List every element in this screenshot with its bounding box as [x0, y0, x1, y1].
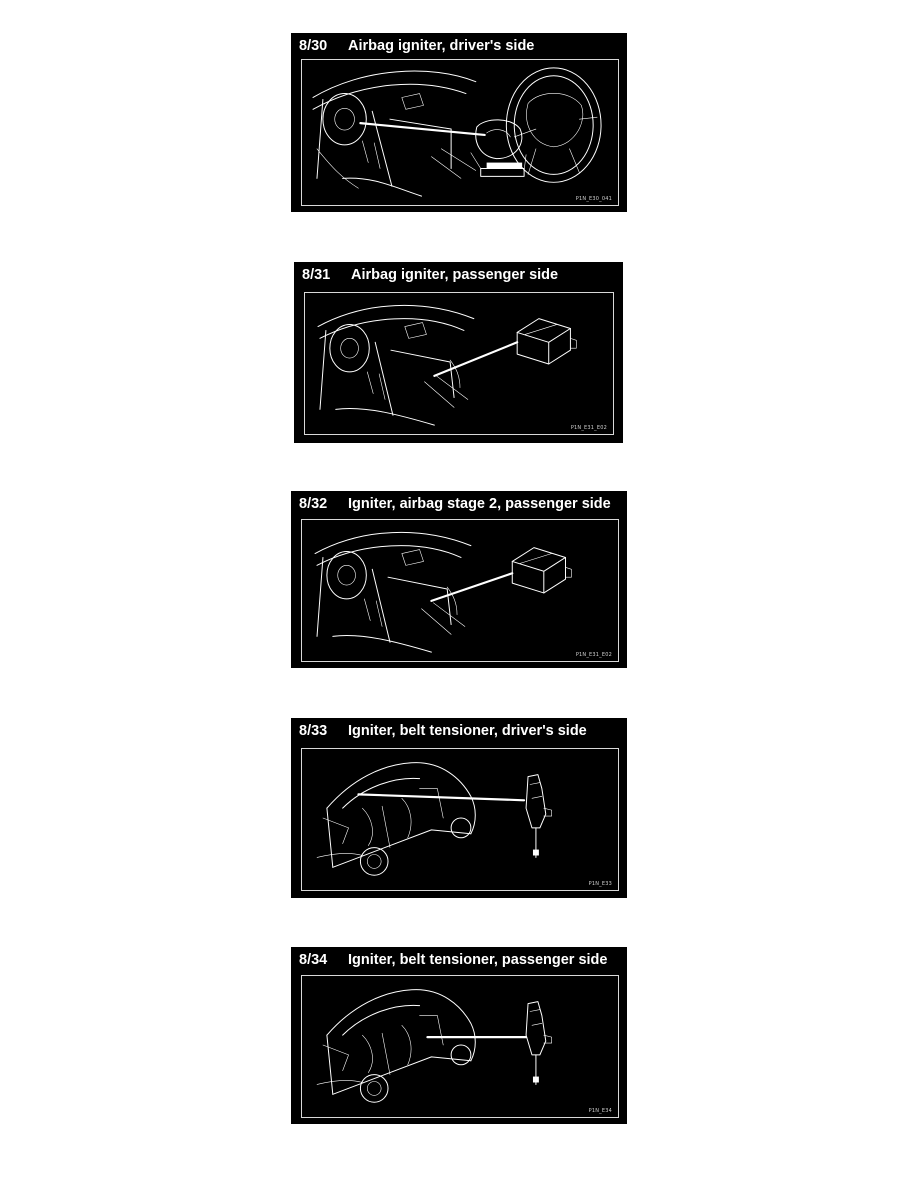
dashboard-driver-airbag-illustration: [302, 60, 618, 205]
dashboard-passenger-airbag-stage2-illustration: [302, 520, 618, 661]
car-driver-belt-tensioner-illustration: [302, 749, 618, 890]
illustration-frame: [301, 975, 619, 1118]
figure-header: [294, 262, 623, 288]
figure-code: P1N_E31_E02: [575, 652, 612, 658]
figure-number: 8/31: [302, 267, 331, 283]
car-passenger-belt-tensioner-illustration: [302, 976, 618, 1117]
figure-number: 8/34: [299, 952, 328, 968]
illustration-frame: [301, 519, 619, 662]
figure-title: Airbag igniter, driver's side: [348, 38, 535, 54]
figure-card-8-30: [291, 33, 627, 212]
figure-title: Airbag igniter, passenger side: [351, 267, 559, 283]
figure-card-8-32: [291, 491, 627, 668]
figure-number: 8/32: [299, 496, 328, 512]
figure-header: [291, 491, 627, 517]
figure-code: P1N_E31_E02: [570, 425, 607, 431]
figure-title: Igniter, airbag stage 2, passenger side: [348, 496, 611, 512]
figure-header: [291, 33, 627, 59]
figure-code: P1N_E30_041: [575, 196, 612, 202]
figure-number: 8/33: [299, 723, 328, 739]
figure-card-8-31: [294, 262, 623, 443]
figure-card-8-34: [291, 947, 627, 1124]
illustration-frame: [301, 748, 619, 891]
figure-number: 8/30: [299, 38, 328, 54]
figure-header: [291, 718, 627, 744]
dashboard-passenger-airbag-illustration: [305, 293, 613, 434]
figure-code: P1N_E33: [588, 881, 612, 887]
figure-code: P1N_E34: [588, 1108, 612, 1114]
figure-header: [291, 947, 627, 973]
illustration-frame: [304, 292, 614, 435]
figure-title: Igniter, belt tensioner, driver's side: [348, 723, 587, 739]
figure-card-8-33: [291, 718, 627, 898]
figure-title: Igniter, belt tensioner, passenger side: [348, 952, 608, 968]
illustration-frame: [301, 59, 619, 206]
